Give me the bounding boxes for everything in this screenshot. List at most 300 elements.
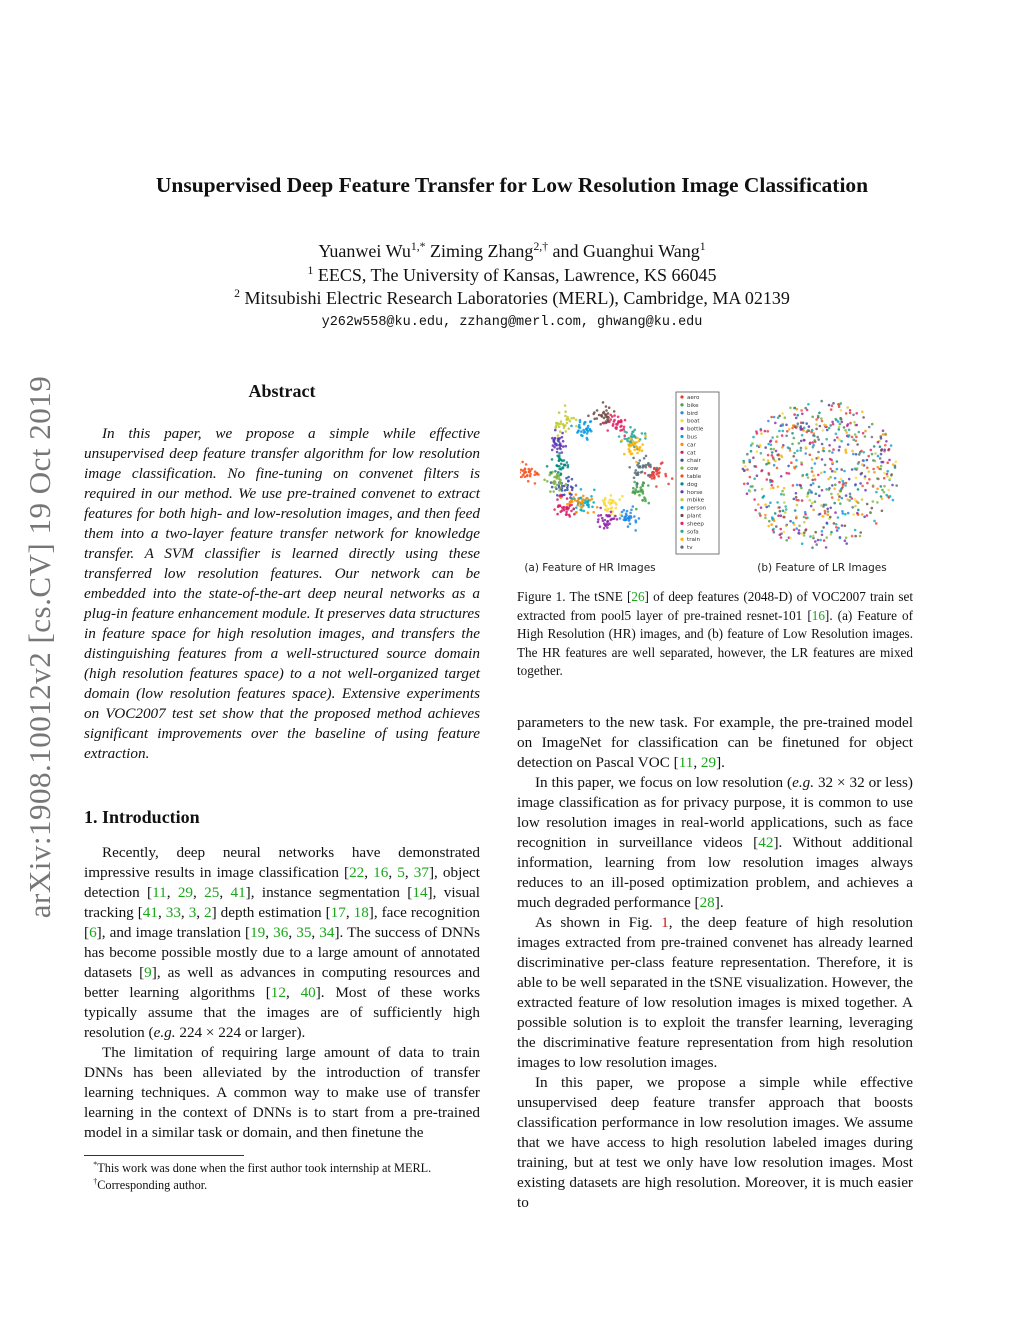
tsne-hr-point (628, 445, 631, 448)
tsne-lr-point (819, 539, 822, 542)
tsne-hr-point (560, 472, 563, 475)
tsne-lr-point (743, 483, 746, 486)
tsne-hr-point (623, 516, 626, 519)
tsne-hr-point (554, 470, 557, 473)
tsne-hr-point (566, 416, 569, 419)
tsne-lr-point (851, 506, 854, 509)
tsne-lr-point (814, 531, 817, 534)
tsne-hr-point (639, 459, 642, 462)
tsne-lr-point (834, 477, 837, 480)
tsne-hr-point (615, 507, 618, 510)
tsne-hr-point (560, 459, 563, 462)
right-column-body (517, 713, 913, 1213)
tsne-lr-point (783, 487, 786, 490)
tsne-lr-point (832, 423, 835, 426)
tsne-lr-point (877, 441, 880, 444)
tsne-hr-point (636, 452, 639, 455)
tsne-lr-point (829, 424, 832, 427)
tsne-lr-point (881, 510, 884, 513)
tsne-hr-point (641, 485, 644, 488)
tsne-lr-point (839, 537, 842, 540)
tsne-lr-point (819, 513, 822, 516)
citation-link[interactable]: 2 (204, 904, 212, 921)
tsne-lr-point (786, 430, 789, 433)
tsne-hr-point (632, 457, 635, 460)
tsne-lr-point (854, 498, 857, 501)
tsne-lr-point (864, 477, 867, 480)
tsne-lr-point (833, 502, 836, 505)
tsne-lr-point (840, 478, 843, 481)
tsne-hr-point (608, 522, 611, 525)
tsne-lr-point (780, 424, 783, 427)
tsne-lr-point (812, 509, 815, 512)
tsne-hr-point (620, 425, 623, 428)
tsne-hr-point (557, 471, 560, 474)
tsne-lr-point (821, 530, 824, 533)
citation-link[interactable]: 41 (142, 904, 158, 921)
tsne-lr-point (760, 470, 763, 473)
citation-link[interactable]: 26 (631, 589, 645, 604)
tsne-lr-point (864, 489, 867, 492)
legend-label: dog (687, 481, 698, 488)
tsne-lr-point (764, 446, 767, 449)
tsne-lr-point (836, 529, 839, 532)
right-paragraph-1: parameters to the new task. For example, the pre-trained model on ImageNet for classification can be finetuned for object detection on Pascal VOC [11, 29]. (517, 714, 913, 771)
tsne-lr-point (842, 480, 845, 483)
tsne-lr-point (836, 436, 839, 439)
tsne-lr-point (772, 448, 775, 451)
tsne-lr-point (825, 546, 828, 549)
tsne-lr-point (789, 449, 792, 452)
tsne-lr-point (837, 493, 840, 496)
legend-label: horse (687, 489, 703, 496)
figure-label-a: (a) Feature of HR Images (524, 562, 656, 574)
citation-link[interactable]: 41 (230, 884, 246, 901)
tsne-hr-point (653, 468, 656, 471)
tsne-hr-point (590, 495, 593, 498)
citation-link[interactable]: 16 (811, 607, 825, 623)
tsne-lr-point (752, 436, 755, 439)
tsne-lr-point (882, 461, 885, 464)
footnotes (84, 1160, 431, 1194)
tsne-hr-point (602, 401, 605, 404)
tsne-hr-point (561, 509, 564, 512)
tsne-lr-point (803, 521, 806, 524)
tsne-hr-point (630, 438, 633, 441)
tsne-lr-point (881, 498, 884, 501)
tsne-lr-point (845, 431, 848, 434)
citation-link[interactable]: 9 (144, 964, 152, 981)
citation-link[interactable]: 3 (188, 904, 197, 921)
tsne-lr-point (812, 444, 815, 447)
tsne-hr-point (606, 429, 609, 432)
tsne-hr-point (558, 444, 561, 447)
tsne-lr-point (746, 453, 749, 456)
tsne-hr-point (607, 508, 610, 511)
tsne-lr-point (803, 532, 806, 535)
author-3: and Guanghui Wang (552, 241, 700, 261)
tsne-lr-point (800, 428, 803, 431)
footnote-divider (84, 1155, 244, 1156)
tsne-lr-point (833, 487, 836, 490)
tsne-hr-point (573, 417, 576, 420)
intro-paragraph-2: The limitation of requiring large amount of data to train DNNs has been alleviated by the introduction of transfer learning techniques. A common way to make use of transfer learning in the context of DNNs is to start from a pre-trained model in a similar task or domain, and then finetune the (84, 1044, 480, 1141)
tsne-lr-point (767, 462, 770, 465)
tsne-hr-point (591, 498, 594, 501)
tsne-hr-point (637, 490, 640, 493)
tsne-lr-point (890, 474, 893, 477)
figure-ref-link[interactable]: 1 (661, 914, 669, 931)
tsne-lr-point (834, 511, 837, 514)
tsne-hr-point (605, 413, 608, 416)
citation-link[interactable]: 5 (397, 864, 405, 881)
tsne-hr-point (556, 498, 559, 501)
tsne-lr-point (888, 459, 891, 462)
tsne-hr-point (553, 446, 556, 449)
abstract-body (84, 424, 480, 764)
tsne-lr-point (804, 529, 807, 532)
tsne-hr-point (614, 426, 617, 429)
tsne-lr-point (844, 484, 847, 487)
tsne-hr-point (551, 437, 554, 440)
tsne-hr-point (635, 521, 638, 524)
tsne-lr-point (793, 437, 796, 440)
tsne-lr-point (802, 422, 805, 425)
citation-link[interactable]: 14 (412, 884, 428, 901)
tsne-lr-point (876, 477, 879, 480)
tsne-lr-point (795, 465, 798, 468)
tsne-hr-point (629, 512, 632, 515)
tsne-lr-point (770, 484, 773, 487)
tsne-lr-point (837, 516, 840, 519)
legend-label: person (687, 505, 707, 512)
tsne-lr-point (884, 433, 887, 436)
tsne-hr-point (631, 431, 634, 434)
tsne-lr-point (829, 468, 832, 471)
tsne-lr-point (814, 462, 817, 465)
tsne-hr-point (655, 485, 658, 488)
tsne-lr-point (814, 540, 817, 543)
citation-link[interactable]: 42 (758, 834, 774, 851)
tsne-lr-point (812, 535, 815, 538)
legend-marker (680, 514, 683, 517)
tsne-lr-point (817, 456, 820, 459)
tsne-hr-point (566, 461, 569, 464)
tsne-lr-point (781, 434, 784, 437)
tsne-lr-point (861, 411, 864, 414)
tsne-lr-point (807, 491, 810, 494)
tsne-hr-point (638, 449, 641, 452)
tsne-lr-point (866, 514, 869, 517)
tsne-hr-point (614, 502, 617, 505)
tsne-lr-point (829, 516, 832, 519)
tsne-hr-point (611, 518, 614, 521)
tsne-hr-point (592, 501, 595, 504)
tsne-hr-point (551, 486, 554, 489)
legend-label: boat (687, 418, 700, 425)
tsne-lr-point (767, 430, 770, 433)
legend-marker (680, 467, 683, 470)
tsne-lr-point (852, 414, 855, 417)
tsne-lr-point (800, 447, 803, 450)
tsne-lr-point (845, 542, 848, 545)
right-paragraph-4: In this paper, we propose a simple while effective unsupervised deep feature transfer approach that boosts classification performance in low resolution images. We assume that we have access to high resolution labeled images during training, but at test we only have low resolution images. Most existing datasets are high resolution. Moreover, it is much easier to (517, 1074, 913, 1211)
abstract-text: In this paper, we propose a simple while effective unsupervised deep feature transfer algorithm for low resolution image classification. No fine-tuning on convenet filters is required in our method. We use pre-trained convenet to extract features for both high- and low-resolution images, and then feed them into a two-layer feature transfer network for knowledge transfer. A SVM classifier is learned directly using these transferred low resolution features. Our network can be embedded into the state-of-the-art deep neural networks as a plug-in feature enhancement module. It preserves data structures in feature space for high resolution images, and transfers the distinguishing features from a well-structured source domain (high resolution features space) to a not well-organized target domain (low resolution features space). Extensive experiments on VOC2007 test set show that the proposed method achieves significant improvements over the baseline of using feature extraction. (84, 425, 480, 762)
tsne-hr-point (579, 505, 582, 508)
tsne-hr-point (621, 495, 624, 498)
tsne-lr-point (801, 532, 804, 535)
tsne-lr-point (894, 466, 897, 469)
tsne-hr-point (624, 419, 627, 422)
citation-link[interactable]: 35 (296, 924, 312, 941)
tsne-lr-point (744, 465, 747, 468)
tsne-lr-point (835, 523, 838, 526)
legend-label: car (687, 442, 696, 449)
tsne-lr-point (831, 461, 834, 464)
footnote-1: *This work was done when the first author took internship at MERL. (93, 1159, 432, 1175)
tsne-lr-point (870, 449, 873, 452)
tsne-hr-point (644, 498, 647, 501)
author-2-mark: 2,† (533, 240, 549, 253)
tsne-hr-point (553, 482, 556, 485)
tsne-lr-point (779, 533, 782, 536)
tsne-lr-point (788, 472, 791, 475)
tsne-lr-point (792, 424, 795, 427)
tsne-lr-point (872, 468, 875, 471)
tsne-hr-point (608, 421, 611, 424)
tsne-lr-point (781, 446, 784, 449)
tsne-lr-point (857, 502, 860, 505)
tsne-lr-point (884, 444, 887, 447)
tsne-lr-point (828, 444, 831, 447)
tsne-lr-point (852, 513, 855, 516)
tsne-hr-point (575, 493, 578, 496)
tsne-lr-point (784, 416, 787, 419)
citation-link[interactable]: 6 (89, 924, 97, 941)
tsne-lr-point (873, 520, 876, 523)
tsne-lr-point (814, 500, 817, 503)
tsne-lr-point (880, 437, 883, 440)
tsne-hr-point (605, 409, 608, 412)
tsne-lr-point (789, 520, 792, 523)
tsne-lr-point (849, 409, 852, 412)
tsne-hr-point (546, 480, 549, 483)
tsne-hr-point (629, 426, 632, 429)
tsne-lr-point (817, 438, 820, 441)
tsne-hr-point (570, 493, 573, 496)
tsne-lr-point (777, 485, 780, 488)
tsne-lr-point (764, 503, 767, 506)
tsne-hr-point (556, 484, 559, 487)
tsne-lr-point (746, 482, 749, 485)
tsne-lr-point (782, 430, 785, 433)
citation-link[interactable]: 36 (273, 924, 289, 941)
footnote-2: †Corresponding author. (93, 1176, 208, 1192)
tsne-hr-point (636, 472, 639, 475)
tsne-lr-point (807, 403, 810, 406)
citation-link[interactable]: 33 (165, 904, 181, 921)
legend-marker (680, 395, 683, 398)
tsne-hr-point (575, 425, 578, 428)
tsne-lr-point (770, 487, 773, 490)
tsne-hr-point (584, 421, 587, 424)
tsne-lr-point (817, 451, 820, 454)
tsne-lr-point (749, 461, 752, 464)
tsne-lr-point (871, 507, 874, 510)
citation-link[interactable]: 25 (204, 884, 220, 901)
tsne-lr-point (770, 448, 773, 451)
tsne-lr-point (834, 470, 837, 473)
tsne-lr-point (823, 539, 826, 542)
tsne-lr-point (854, 505, 857, 508)
tsne-hr-point (562, 445, 565, 448)
tsne-lr-point (829, 476, 832, 479)
tsne-lr-point (780, 536, 783, 539)
tsne-lr-point (749, 476, 752, 479)
legend-marker (680, 522, 683, 525)
tsne-hr-point (636, 437, 639, 440)
tsne-lr-point (824, 464, 827, 467)
tsne-lr-point (864, 435, 867, 438)
tsne-hr-point (586, 427, 589, 430)
tsne-lr-point (760, 506, 763, 509)
tsne-lr-point (825, 424, 828, 427)
tsne-lr-point (809, 442, 812, 445)
tsne-lr-point (798, 529, 801, 532)
citation-link[interactable]: 18 (353, 904, 369, 921)
tsne-lr-point (887, 489, 890, 492)
tsne-hr-point (652, 474, 655, 477)
tsne-hr-point (597, 521, 600, 524)
citation-link[interactable]: 37 (413, 864, 429, 881)
tsne-lr-point (804, 452, 807, 455)
tsne-hr-point (632, 505, 635, 508)
tsne-lr-point (794, 509, 797, 512)
tsne-lr-point (771, 454, 774, 457)
tsne-lr-point (838, 426, 841, 429)
tsne-lr-point (753, 498, 756, 501)
tsne-hr-point (655, 473, 658, 476)
tsne-hr-point (565, 511, 568, 514)
right-paragraph-3: As shown in Fig. 1, the deep feature of high resolution images extracted from pre-trained convenet has already learned discriminative per-class feature representation. Therefore, it is able to be well separated in the tSNE visualization. However, the extracted feature of low resolution images is mixed together. A possible solution is to exploit the transfer learning, leveraging the discriminative feature representation from high resolution images to low resolution images. (517, 914, 913, 1071)
tsne-hr-point (658, 467, 661, 470)
tsne-lr-point (815, 428, 818, 431)
tsne-lr-point (799, 484, 802, 487)
citation-link[interactable]: 29 (177, 884, 194, 901)
tsne-hr-point (613, 420, 616, 423)
tsne-hr-point (570, 417, 573, 420)
tsne-hr-point (553, 508, 556, 511)
tsne-lr-point (852, 453, 855, 456)
tsne-lr-point (795, 527, 798, 530)
tsne-lr-point (831, 470, 834, 473)
tsne-hr-point (569, 420, 572, 423)
tsne-hr-point (592, 511, 595, 514)
tsne-lr-point (871, 453, 874, 456)
tsne-hr-point (633, 481, 636, 484)
citation-link[interactable]: 17 (330, 904, 346, 921)
tsne-lr-point (820, 417, 823, 420)
affiliation-2-text: Mitsubishi Electric Research Laboratories (MERL), Cambridge, MA 02139 (244, 288, 790, 308)
tsne-lr-point (825, 438, 828, 441)
tsne-lr-point (777, 454, 780, 457)
tsne-hr-point (593, 489, 596, 492)
tsne-lr-point (854, 433, 857, 436)
tsne-lr-point (842, 512, 845, 515)
tsne-lr-point (848, 478, 851, 481)
tsne-lr-point (828, 404, 831, 407)
tsne-hr-point (525, 463, 528, 466)
tsne-hr-point (580, 434, 583, 437)
tsne-hr-scatter (520, 401, 674, 532)
tsne-hr-point (665, 475, 668, 478)
tsne-hr-point (563, 494, 566, 497)
tsne-lr-point (801, 434, 804, 437)
tsne-hr-point (563, 459, 566, 462)
citation-link[interactable]: 11 (678, 754, 694, 771)
tsne-hr-point (575, 419, 578, 422)
tsne-hr-point (574, 499, 577, 502)
tsne-hr-point (628, 450, 631, 453)
tsne-hr-point (567, 480, 570, 483)
citation-link[interactable]: 22 (349, 864, 365, 881)
tsne-lr-point (840, 418, 843, 421)
tsne-hr-point (623, 434, 626, 437)
tsne-lr-point (756, 445, 759, 448)
tsne-hr-point (564, 415, 567, 418)
tsne-hr-point (562, 440, 565, 443)
tsne-hr-point (632, 440, 635, 443)
legend-marker (680, 530, 683, 533)
citation-link[interactable]: 12 (270, 984, 286, 1001)
tsne-lr-point (817, 474, 820, 477)
citation-link[interactable]: 28 (699, 894, 715, 911)
tsne-hr-point (561, 432, 564, 435)
tsne-lr-point (796, 414, 799, 417)
tsne-lr-point (849, 412, 852, 415)
tsne-lr-point (767, 459, 770, 462)
tsne-lr-point (760, 429, 763, 432)
citation-link[interactable]: 40 (300, 984, 316, 1001)
citation-link[interactable]: 29 (700, 754, 717, 771)
tsne-lr-point (873, 471, 876, 474)
tsne-hr-point (632, 487, 635, 490)
affiliation-2 (0, 288, 1024, 309)
tsne-lr-point (770, 416, 773, 419)
figure-label-b: (b) Feature of LR Images (757, 562, 887, 574)
tsne-hr-point (599, 507, 602, 510)
tsne-lr-point (805, 474, 808, 477)
citation-link[interactable]: 34 (319, 924, 335, 941)
citation-link[interactable]: 19 (250, 924, 266, 941)
tsne-hr-point (616, 423, 619, 426)
tsne-lr-point (795, 496, 798, 499)
citation-link[interactable]: 16 (373, 864, 389, 881)
tsne-lr-point (804, 407, 807, 410)
tsne-hr-point (644, 432, 647, 435)
tsne-hr-point (524, 467, 527, 470)
tsne-lr-point (831, 451, 834, 454)
tsne-lr-point (840, 490, 843, 493)
tsne-lr-point (792, 455, 795, 458)
tsne-hr-point (618, 498, 621, 501)
tsne-lr-point (778, 506, 781, 509)
tsne-hr-point (603, 417, 606, 420)
tsne-lr-point (779, 510, 782, 513)
citation-link[interactable]: 11 (152, 884, 167, 901)
tsne-lr-point (811, 470, 814, 473)
tsne-hr-point (623, 430, 626, 433)
